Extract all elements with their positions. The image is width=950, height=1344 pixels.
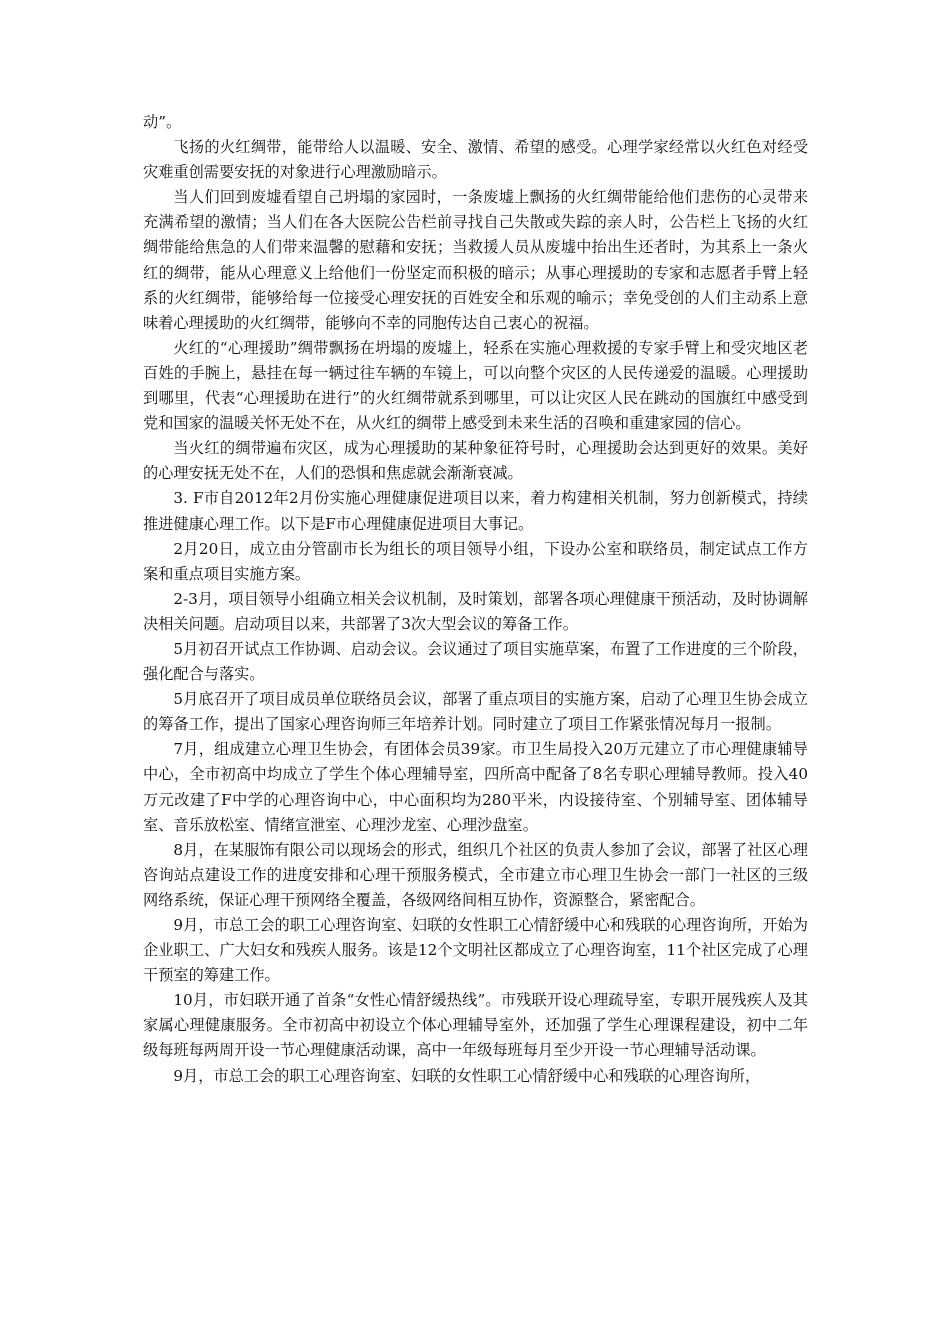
paragraph-september: 9月，市总工会的职工心理咨询室、妇联的女性职工心情舒缓中心和残联的心理咨询所，开始为企业职工、广大妇女和残疾人服务。该是12个文明社区都成立了心理咨询室，11个社区完成了心理干预室的筹建工作。: [143, 916, 808, 985]
paragraph-symbol-effect: 当火红的绸带遍布灾区，成为心理援助的某种象征符号时，心理援助会达到更好的效果。美好的心理安抚无处不在，人们的恐惧和焦虑就会渐渐衰减。: [143, 439, 808, 483]
paragraph-feb-20: 2月20日，成立由分管副市长为组长的项目领导小组，下设办公室和联络员，制定试点工作方案和重点项目实施方案。: [143, 539, 808, 583]
paragraph-july: 7月，组成建立心理卫生协会，有团体会员39家。市卫生局投入20万元建立了市心理健康辅导中心，全市初高中均成立了学生个体心理辅导室，四所高中配备了8名专职心理辅导教师。投入40万元改建了F中学的心理咨询中心，中心面积均为280平米，内设接待室、个别辅导室、团体辅导室、音乐放松室、情绪宣泄室、心理沙龙室、心理沙盘室。: [143, 740, 808, 834]
paragraph-feb-mar: 2-3月，项目领导小组确立相关会议机制，及时策划，部署各项心理健康干预活动，及时协调解决相关问题。启动项目以来，共部署了3次大型会议的筹备工作。: [143, 589, 808, 633]
paragraph-late-may: 5月底召开了项目成员单位联络员会议，部署了重点项目的实施方案，启动了心理卫生协会成立的筹备工作，提出了国家心理咨询师三年培养计划。同时建立了项目工作紧张情况每月一报制。: [143, 690, 808, 734]
paragraph-ruins-scenes: 当人们回到废墟看望自己坍塌的家园时，一条废墟上飘扬的火红绸带能给他们悲伤的心灵带来充满希望的激情；当人们在各大医院公告栏前寻找自己失散或失踪的亲人时，公告栏上飞扬的火红绸带能给焦急的人们带来温馨的慰藉和安抚；当救援人员从废墟中抬出生还者时，为其系上一条火红的绸带，能从心理意义上给他们一份坚定而积极的暗示；从事心理援助的专家和志愿者手臂上轻系的火红绸带，能够给每一位接受心理安抚的百姓安全和乐观的喻示；幸免受创的人们主动系上意味着心理援助的火红绸带，能够向不幸的同胞传达自己衷心的祝福。: [143, 188, 808, 332]
paragraph-early-may: 5月初召开试点工作协调、启动会议。会议通过了项目实施草案，布置了工作进度的三个阶段，强化配合与落实。: [143, 639, 808, 684]
paragraph-continuation: 动”。: [143, 113, 182, 131]
paragraph-item-3: 3. F市自2012年2月份实施心理健康促进项目以来，着力构建相关机制，努力创新模式，持续推进健康心理工作。以下是F市心理健康促进项目大事记。: [143, 489, 808, 533]
paragraph-red-ribbon-intro: 飞扬的火红绸带，能带给人以温暖、安全、激情、希望的感受。心理学家经常以火红色对经受灾难重创需要安抚的对象进行心理激励暗示。: [143, 138, 808, 182]
paragraph-august: 8月，在某服饰有限公司以现场会的形式，组织几个社区的负责人参加了会议，部署了社区心理咨询站点建设工作的进度安排和心理干预服务模式，全市建立市心理卫生协会一部门一社区的三级网络系统，保证心理干预网络全覆盖，各级网络间相互协作，资源整合，紧密配合。: [143, 840, 808, 909]
paragraph-psych-aid-ribbon: 火红的“心理援助”绸带飘扬在坍塌的废墟上，轻系在实施心理救援的专家手臂上和受灾地区老百姓的手腕上，悬挂在每一辆过往车辆的车镜上，可以向整个灾区的人民传递爱的温暖。心理援助到哪里，代表“心理援助在进行”的火红绸带就系到哪里，可以让灾区人民在跳动的国旗红中感受到党和国家的温暖关怀无处不在，从火红的绸带上感受到未来生活的召唤和重建家园的信心。: [143, 338, 808, 433]
paragraph-september-repeat: 9月，市总工会的职工心理咨询室、妇联的女性职工心情舒缓中心和残联的心理咨询所，: [173, 1066, 761, 1085]
document-body: [143, 110, 808, 1089]
paragraph-october: 10月，市妇联开通了首条“女性心情舒缓热线”。市残联开设心理疏导室，专职开展残疾人及其家属心理健康服务。全市初高中初设立个体心理辅导室外，还加强了学生心理课程建设，初中二年级每班每两周开设一节心理健康活动课，高中一年级每班每月至少开设一节心理辅导活动课。: [143, 991, 808, 1060]
